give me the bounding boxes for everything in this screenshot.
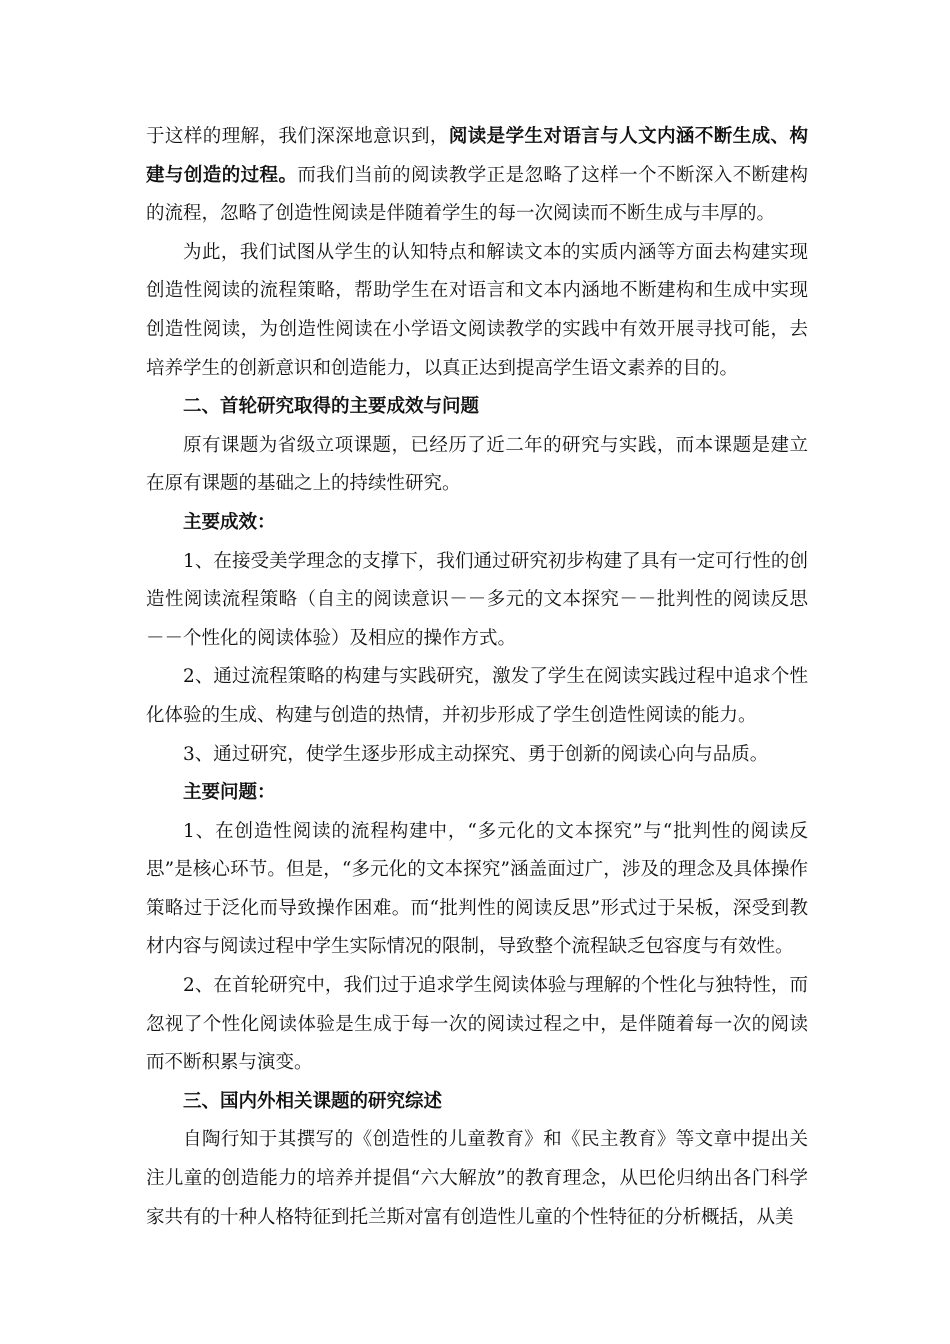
document-page [146,118,808,1237]
bold-text-run: 二、首轮研究取得的主要成效与问题 [183,396,480,418]
bold-text-run: 主要成效： [183,511,276,533]
text-run: 自陶行知于其撰写的《创造性的儿童教育》和《民主教育》等文章中提出关注儿童的创造能力的培养并提倡“六大解放”的教育理念，从巴伦归纳出各门科学家共有的十种人格特征到托兰斯对富有创造性儿童的个性特征的分析概括，从美 [146,1129,808,1228]
bold-text-run: 三、国内外相关课题的研究综述 [183,1090,443,1112]
body-paragraph [146,543,808,659]
body-paragraph [146,234,808,388]
section-heading [146,504,808,543]
text-run: 于这样的理解，我们深深地意识到， [146,126,449,147]
section-heading [146,1083,808,1122]
body-paragraph [146,736,808,775]
bold-text-run: 阅读是学生对语言与人文内涵不断生成、构建与创造的过程。 [146,126,808,186]
text-run: 1、在接受美学理念的支撑下，我们通过研究初步构建了具有一定可行性的创造性阅读流程策略（自主的阅读意识－－多元的文本探究－－批判性的阅读反思－－个性化的阅读体验）及相应的操作方式。 [146,550,808,649]
section-heading [146,774,808,813]
body-paragraph [146,427,808,504]
body-paragraph [146,658,808,735]
body-paragraph [146,118,808,234]
body-paragraph [146,1121,808,1237]
text-run: 2、在首轮研究中，我们过于追求学生阅读体验与理解的个性化与独特性，而忽视了个性化阅读体验是生成于每一次的阅读过程之中，是伴随着每一次的阅读而不断积累与演变。 [146,975,808,1074]
section-heading [146,388,808,427]
bold-text-run: 主要问题： [183,782,276,804]
text-run: 1、在创造性阅读的流程构建中，“多元化的文本探究”与“批判性的阅读反思”是核心环节。但是，“多元化的文本探究”涵盖面过广，涉及的理念及具体操作策略过于泛化而导致操作困难。而“批判性的阅读反思”形式过于呆板，深受到教材内容与阅读过程中学生实际情况的限制，导致整个流程缺乏包容度与有效性。 [146,820,808,958]
text-run: 3、通过研究，使学生逐步形成主动探究、勇于创新的阅读心向与品质。 [183,743,769,765]
text-run: 为此，我们试图从学生的认知特点和解读文本的实质内涵等方面去构建实现创造性阅读的流程策略，帮助学生在对语言和文本内涵地不断建构和生成中实现创造性阅读，为创造性阅读在小学语文阅读教学的实践中有效开展寻找可能，去培养学生的创新意识和创造能力，以真正达到提高学生语文素养的目的。 [146,241,808,379]
text-run: 2、通过流程策略的构建与实践研究，激发了学生在阅读实践过程中追求个性化体验的生成、构建与创造的热情，并初步形成了学生创造性阅读的能力。 [146,666,808,726]
text-run: 原有课题为省级立项课题，已经历了近二年的研究与实践，而本课题是建立在原有课题的基础之上的持续性研究。 [146,434,808,495]
body-paragraph [146,813,808,967]
body-paragraph [146,967,808,1083]
text-run: 而我们当前的阅读教学正是忽略了这样一个不断深入不断建构的流程，忽略了创造性阅读是伴随着学生的每一次阅读而不断生成与丰厚的。 [146,164,808,225]
